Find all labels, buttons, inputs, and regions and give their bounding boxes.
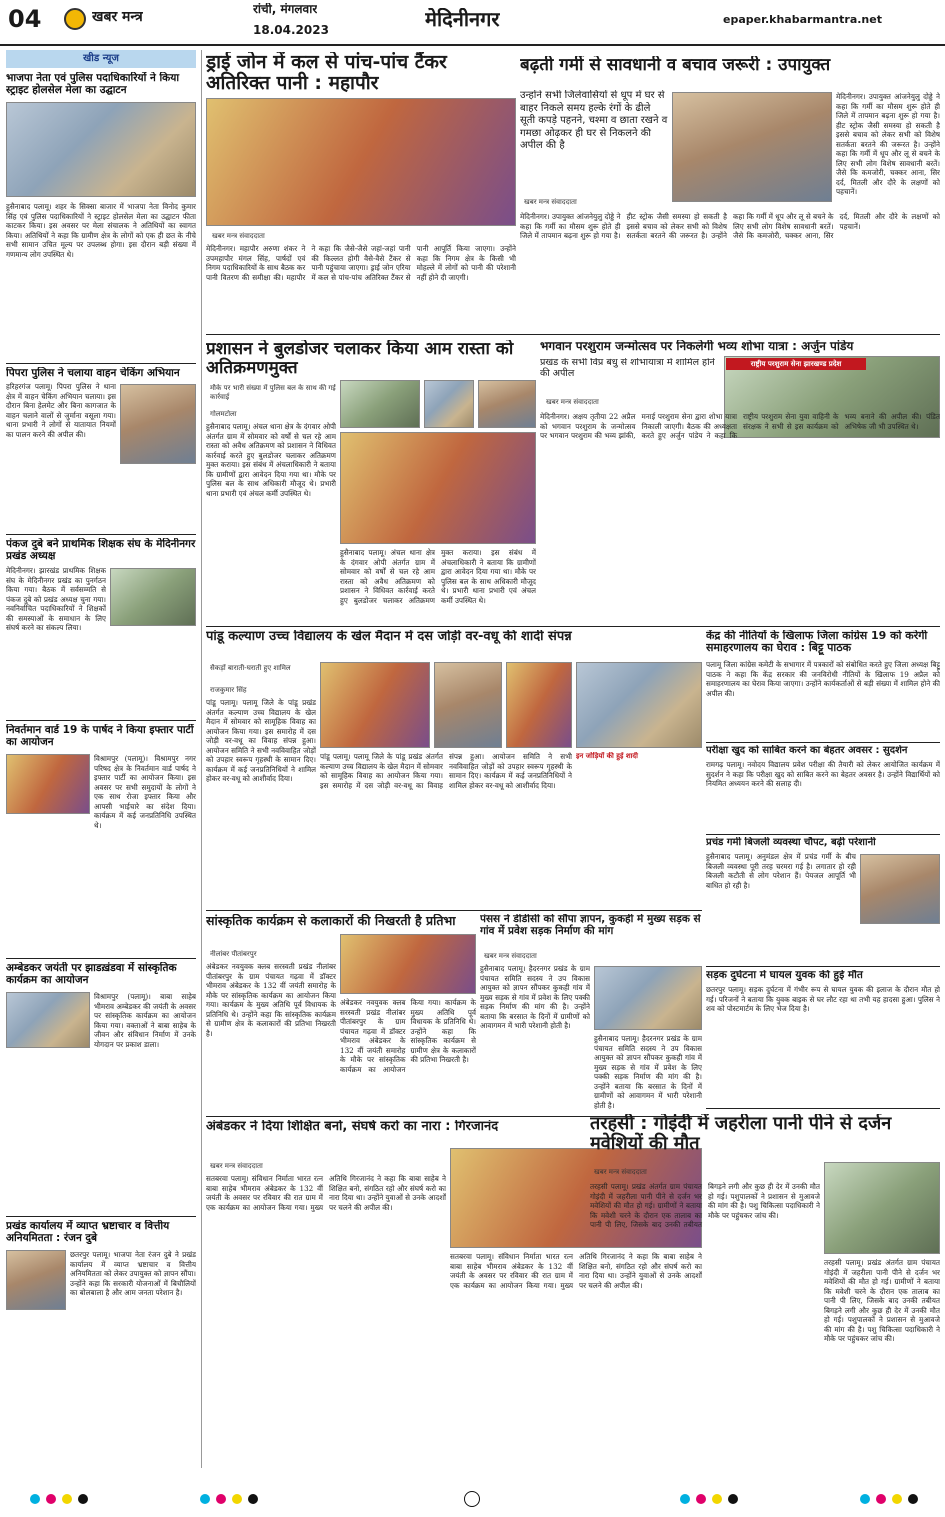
- story-photo: [824, 1162, 940, 1254]
- story-body: मेदिनीनगर। महापौर अरुणा शंकर ने उपमहापौर मंगल सिंह, पार्षदों एवं निगम पदाधिकारियों के साथ बैठक कर पानी वितरण की समीक्षा की। महापौर ने कहा कि जैसे-जैसे जहां-जहां पानी की किल्लत होगी वैसे-वैसे टैंकर से पानी पहुंचाया जाएगा। ड्राई जोन एरिया में कल से पांच-पांच अतिरिक्त टैंकर से पानी आपूर्ति किया जाएगा। उन्होंने कहा कि निगम क्षेत्र के किसी भी मोहल्ले में लोगों को पानी की परेशानी नहीं होने दी जाएगी।: [206, 244, 516, 282]
- story-body: हरिहरगंज पलामू। पिपरा पुलिस ने थाना क्षेत्र में वाहन चेकिंग अभियान चलाया। इस दौरान बिना हेलमेट और बिना कागजात के वाहन चलाने वालों से जुर्माना वसूला गया। थाना प्रभारी ने लोगों से यातायात नियमों का पालन करने की अपील की।: [6, 382, 116, 439]
- story-body: हुसैनाबाद पलामू। अंचल थाना क्षेत्र के दंगवार ओपी अंतर्गत ग्राम में सोमवार को वर्षों से चल रहे आम रास्ता को अवैध अतिक्रमण को प्रशासन ने विधिवत कार्रवाई करते हुए बुलडोजर चलाकर अतिक्रमण मुक्त कराया। इस संबंध में अंचलाधिकारी ने बताया कि ग्रामीणों द्वारा आवेदन दिया गया था। मौके पर पुलिस बल के साथ अधिकारी मौजूद थे। प्रभारी थाना प्रभारी एवं अंचल कर्मी उपस्थित थे।: [340, 548, 536, 605]
- section-label: खीड न्यूज: [6, 50, 196, 68]
- issue-date: 18.04.2023: [253, 24, 329, 37]
- story-body: मेदिनीनगर। अक्षय तृतीया 22 अप्रैल को भगवान परशुराम के जन्मोत्सव पर भगवान परशुराम की भव्य झांकी, मनाई परशुराम सेना द्वारा शोभा यात्रा निकाली जाएगी। बैठक की अध्यक्षता करते हुए अर्जुन पांडेय ने कहा कि राष्ट्रीय परशुराम सेना युवा वाहिनी के संरक्षक ने सभी से इस कार्यक्रम को भव्य बनाने की अपील की। पंडित अभिषेक जी भी उपस्थित थे।: [540, 412, 940, 440]
- headline-accident: सड़क दुर्घटना में घायल युवक की हुई मौत: [706, 970, 863, 981]
- edition-name: मेदिनीनगर: [425, 8, 500, 31]
- headline-wedding: पांडू कल्याण उच्च विद्यालय के खेल मैदान में दस जोड़ी वर-वधू की शादी संपन्न: [206, 630, 572, 644]
- paper-logo-icon: [64, 8, 86, 30]
- registration-mark-icon: [464, 1491, 480, 1507]
- city-day: रांची, मंगलवार: [253, 3, 318, 16]
- story-lead: उन्होंने सभी जिलेवासियों से धूप में घर से बाहर निकले समय हल्के रंगों के ढीले सूती कपड़े पहनने, चश्मा व छाता रखने व गमछा ओढ़कर ही घर से निकलने की अपील की है: [520, 90, 668, 151]
- headline-ddc: पंसस ने डीडीसी को सौंपा ज्ञापन, कुकही में मुख्य सड़क से गांव में प्रवेश सड़क निर्माण की मांग: [480, 914, 701, 937]
- story-title: अम्बेडकर जयंती पर झाडख़ंडवा में सांस्कृतिक कार्यक्रम का आयोजन: [6, 962, 177, 987]
- story-body: अंबेडकर नवयुवक क्लब सरस्वती प्रखंड नीलांबर पीतांबरपुर के ग्राम पंचायत गढ़वा में डॉक्टर भीमराव अंबेडकर के 132 वीं जयंती समारोह के मौके पर सांस्कृतिक कार्यक्रम का आयोजन किया गया। कार्यक्रम के मुख्य अतिथि पूर्व विधायक के प्रतिनिधि थे। उन्होंने कहा कि सांस्कृतिक कार्यक्रम से ग्रामीण क्षेत्र के कलाकारों की प्रतिभा निखरती है।: [206, 962, 336, 1038]
- story-photo: [424, 380, 474, 428]
- story-body: अंबेडकर नवयुवक क्लब सरस्वती प्रखंड नीलांबर पीतांबरपुर के ग्राम पंचायत गढ़वा में डॉक्टर भीमराव अंबेडकर के 132 वीं जयंती समारोह के मौके पर सांस्कृतिक कार्यक्रम का आयोजन किया गया। कार्यक्रम के मुख्य अतिथि पूर्व विधायक के प्रतिनिधि थे। उन्होंने कहा कि सांस्कृतिक कार्यक्रम से ग्रामीण क्षेत्र के कलाकारों की प्रतिभा निखरती है।: [340, 998, 476, 1074]
- headline-electricity: प्रचंड गर्मी बिजली व्यवस्था चौपट, बढ़ी परेशानी: [706, 837, 876, 848]
- story-body: हुसैनाबाद पलामू। हैदरनगर प्रखंड के ग्राम पंचायत समिति सदस्य ने उप विकास आयुक्त को ज्ञापन सौंपकर कुकही गांव में मुख्य सड़क से गांव में प्रवेश के लिए पक्की सड़क निर्माण की मांग की है। उन्होंने बताया कि बरसात के दिनों में ग्रामीणों को आवागमन में भारी परेशानी होती है।: [594, 1034, 702, 1110]
- story-body: हुसैनाबाद पलामू। हैदरनगर प्रखंड के ग्राम पंचायत समिति सदस्य ने उप विकास आयुक्त को ज्ञापन सौंपकर कुकही गांव में मुख्य सड़क से गांव में प्रवेश के लिए पक्की सड़क निर्माण की मांग की है। उन्होंने बताया कि बरसात के दिनों में ग्रामीणों को आवागमन में भारी परेशानी होती है।: [480, 964, 590, 1030]
- print-color-marks: [0, 1490, 945, 1510]
- headline-cattle: तरहसी : गोइंदी में जहरीला पानी पीने से दर्जन मवेशियों की मौत: [590, 1114, 892, 1155]
- story-photo: [6, 102, 196, 197]
- story-body: पलामू जिला कांग्रेस कमेटी के सभागार में पत्रकारों को संबोधित करते हुए जिला अध्यक्ष बिट्टू पाठक ने कहा कि केंद्र सरकार की जनविरोधी नीतियों के खिलाफ 19 अप्रैल को समाहरणालय का घेराव किया जाएगा। उन्होंने कार्यकर्ताओं से बड़ी संख्या में शामिल होने की अपील की।: [706, 660, 940, 698]
- story-body: हुसैनाबाद पलामू। अनुमंडल क्षेत्र में प्रचंड गर्मी के बीच बिजली व्यवस्था पूरी तरह चरमरा गई है। लगातार हो रही बिजली कटौती से लोग परेशान हैं। पेयजल आपूर्ति भी बाधित हो रही है।: [706, 852, 856, 890]
- story-title: पंकज दुबे बने प्राथमिक शिक्षक संघ के मेदिनीनगर प्रखंड अध्यक्ष: [6, 538, 196, 563]
- masthead: [0, 0, 945, 46]
- story-title: भाजपा नेता एवं पुलिस पदाधिकारियों ने किया स्ट्राइट होलसेल मेला का उद्घाटन: [6, 72, 180, 97]
- byline: खबर मन्त्र संवाददाता: [210, 1162, 263, 1170]
- story-photo: [6, 992, 90, 1048]
- story-title: प्रखंड कार्यालय में व्याप्त भ्रष्टाचार व वित्तीय अनियमितता : रंजन दुबे: [6, 1220, 170, 1245]
- story-body: हुसैनाबाद पलामू। शहर के सिक्सा बाजार में भाजपा नेता विनोद कुमार सिंह एवं पुलिस पदाधिकारियों ने स्ट्राइट होलसेल मेला का उद्घाटन फीता काटकर किया। इस अवसर पर मेला संचालक ने अतिथियों का स्वागत किया। अतिथियों ने कहा कि ग्रामीण क्षेत्र के लोगों को एक ही छत के नीचे सभी सामान उचित मूल्य पर उपलब्ध होगा। इस दौरान बड़ी संख्या में गणमान्य लोग उपस्थित थे।: [6, 202, 196, 259]
- story-photo: [110, 568, 196, 626]
- story-body: विश्रामपुर (पलामू)। विश्रामपुर नगर परिषद क्षेत्र के निवर्तमान वार्ड पार्षद ने इफ्तार पार्टी का आयोजन किया। इस अवसर पर सभी समुदायों के लोगों ने एक साथ रोजा इफ्तार किया और आपसी भाईचारे का संदेश दिया। कार्यक्रम में कई जनप्रतिनिधि उपस्थित थे।: [94, 754, 196, 830]
- story-sub: सैकड़ों बाराती-घराती हुए शामिल: [210, 664, 291, 672]
- story-photo: [576, 662, 702, 748]
- story-photo: [206, 98, 516, 226]
- photo-caption: इन जोड़ियों की हुई शादी: [576, 752, 638, 760]
- story-body: सतबरवा पलामू। संविधान निर्माता भारत रत्न बाबा साहेब भीमराव अंबेडकर के 132 वीं जयंती के अवसर पर रविवार की रात ग्राम में एक कार्यक्रम का आयोजन किया गया। मुख्य अतिथि गिरजानंद ने कहा कि बाबा साहेब ने शिक्षित बनो, संगठित रहो और संघर्ष करो का नारा दिया था। उन्होंने युवाओं से उनके आदर्शों पर चलने की अपील की।: [206, 1174, 446, 1212]
- headline-parshuram: भगवान परशुराम जन्मोत्सव पर निकलेगी भव्य शोभा यात्रा : अर्जुन पांडेय: [540, 340, 854, 353]
- story-photo: [860, 854, 940, 924]
- story-photo: [120, 384, 196, 464]
- story-photo: [434, 662, 502, 748]
- story-photo: [672, 92, 832, 202]
- page-number: 04: [8, 6, 42, 33]
- headline-culture: सांस्कृतिक कार्यक्रम से कलाकारों की निखरती है प्रतिभा: [206, 914, 456, 928]
- byline: राजकुमार सिंह: [210, 686, 247, 694]
- story-title: निवर्तमान वार्ड 19 के पार्षद ने किया इफ्तार पार्टी का आयोजन: [6, 724, 194, 749]
- story-photo: [594, 966, 702, 1030]
- story-title: पिपरा पुलिस ने चलाया वाहन चेकिंग अभियान: [6, 367, 180, 379]
- story-body: हुसैनाबाद पलामू। अंचल थाना क्षेत्र के दंगवार ओपी अंतर्गत ग्राम में सोमवार को वर्षों से चल रहे आम रास्ता को अवैध अतिक्रमण को प्रशासन ने विधिवत कार्रवाई करते हुए बुलडोजर चलाकर अतिक्रमण मुक्त कराया। इस संबंध में अंचलाधिकारी ने बताया कि ग्रामीणों द्वारा आवेदन दिया गया था। मौके पर पुलिस बल के साथ अधिकारी मौजूद थे। प्रभारी थाना प्रभारी एवं अंचल कर्मी उपस्थित थे।: [206, 422, 336, 498]
- story-photo: [340, 934, 476, 994]
- story-body: मेदिनीनगर। उपायुक्त आंजनेयुलु दोड्डे ने कहा कि गर्मी का मौसम शुरू होते ही जिले में तापमान बढ़ना शुरू हो गया है। हीट स्ट्रोक जैसी समस्या हो सकती है इससे बचाव को लेकर सभी को विशेष सतर्कता बरतने की जरूरत है। उन्होंने कहा कि गर्मी में धूप और लू से बचने के लिए सभी लोग विशेष सावधानी बरतें। जैसे कि कमजोरी, चक्कर आना, सिर दर्द, मितली और दौरे के लक्षणों को पहचानें।: [520, 212, 940, 240]
- photo-banner: राष्ट्रीय परशुराम सेना झारखण्ड प्रदेश: [726, 358, 866, 370]
- byline: खबर मन्त्र संवाददाता: [524, 198, 577, 206]
- story-body: रामगढ़ पलामू। नवोदय विद्यालय प्रवेश परीक्षा की तैयारी को लेकर आयोजित कार्यक्रम में सुदर्शन ने कहा कि परीक्षा खुद को साबित करने का बेहतर अवसर है। उन्होंने विद्यार्थियों को नियमित अध्ययन करने की सलाह दी।: [706, 760, 940, 788]
- story-photo: [6, 754, 90, 814]
- story-photo: [506, 662, 572, 748]
- headline-exam: परीक्षा खुद को साबित करने का बेहतर अवसर : सुदर्शन: [706, 745, 908, 756]
- headline-bulldozer: प्रशासन ने बुलडोजर चलाकर किया आम रास्ता को अतिक्रमणमुक्त: [206, 340, 514, 379]
- headline-heat: बढ़ती गर्मी से सावधानी व बचाव जरूरी : उपायुक्त: [520, 56, 831, 75]
- byline: खबर मन्त्र संवाददाता: [546, 398, 599, 406]
- byline: गोलमटोला: [210, 410, 237, 418]
- left-column: [6, 50, 202, 1468]
- story-photo: [340, 432, 536, 544]
- story-photo: [478, 380, 536, 428]
- story-body: विश्रामपुर (पलामू)। बाबा साहेब भीमराव अम्बेडकर की जयंती के अवसर पर सांस्कृतिक कार्यक्रम का आयोजन किया गया। वक्ताओं ने बाबा साहेब के जीवन और संविधान निर्माण में उनके योगदान पर प्रकाश डाला।: [94, 992, 196, 1049]
- byline: नीलांबर पीतांबरपुर: [210, 950, 257, 958]
- story-photo: [320, 662, 430, 748]
- story-body: पांडू पलामू। पलामू जिले के पांडू प्रखंड अंतर्गत कल्याण उच्च विद्यालय के खेल मैदान में सोमवार को सामूहिक विवाह का आयोजन किया गया। इस समारोह में दस जोड़ी वर-वधू का विवाह संपन्न हुआ। आयोजन समिति ने सभी नवविवाहित जोड़ों को उपहार स्वरूप गृहस्थी के सामान दिए। कार्यक्रम में कई जनप्रतिनिधियों ने शामिल होकर वर-वधू को आशीर्वाद दिया।: [320, 752, 572, 790]
- story-sub: मौके पर भारी संख्या में पुलिस बल के साथ की गई कार्रवाई: [210, 384, 336, 401]
- story-body: तरहसी पलामू। प्रखंड अंतर्गत ग्राम पंचायत गोइंदी में जहरीला पानी पीने से दर्जन भर मवेशियों की मौत हो गई। ग्रामीणों ने बताया कि मवेशी चरने के दौरान एक तालाब का पानी पी लिए, जिसके बाद उनकी तबीयत बिगड़ने लगी और कुछ ही देर में उनकी मौत हो गई। पशुपालकों ने प्रशासन से मुआवजे की मांग की है। पशु चिकित्सा पदाधिकारी ने मौके पर पहुंचकर जांच की।: [824, 1258, 940, 1343]
- headline-mayor: ड्राई जोन में कल से पांच-पांच टैंकर अतिरिक्त पानी : महापौर: [206, 52, 447, 95]
- story-body: सतबरवा पलामू। संविधान निर्माता भारत रत्न बाबा साहेब भीमराव अंबेडकर के 132 वीं जयंती के अवसर पर रविवार की रात ग्राम में एक कार्यक्रम का आयोजन किया गया। मुख्य अतिथि गिरजानंद ने कहा कि बाबा साहेब ने शिक्षित बनो, संगठित रहो और संघर्ष करो का नारा दिया था। उन्होंने युवाओं से उनके आदर्शों पर चलने की अपील की।: [450, 1252, 702, 1290]
- headline-ambedkar: अंबेडकर ने दिया शिक्षित बनो, संघर्ष करो का नारा : गिरजानंद: [206, 1120, 499, 1134]
- story-body: पांडू पलामू। पलामू जिले के पांडू प्रखंड अंतर्गत कल्याण उच्च विद्यालय के खेल मैदान में सोमवार को सामूहिक विवाह का आयोजन किया गया। इस समारोह में दस जोड़ी वर-वधू का विवाह संपन्न हुआ। आयोजन समिति ने सभी नवविवाहित जोड़ों को उपहार स्वरूप गृहस्थी के सामान दिए। कार्यक्रम में कई जनप्रतिनिधियों ने शामिल होकर वर-वधू को आशीर्वाद दिया।: [206, 698, 316, 783]
- story-body: मेदिनीनगर। झारखंड प्राथमिक शिक्षक संघ के मेदिनीनगर प्रखंड का पुनर्गठन किया गया। बैठक में सर्वसम्मति से पंकज दुबे को प्रखंड अध्यक्ष चुना गया। नवनिर्वाचित पदाधिकारियों ने शिक्षकों की समस्याओं के समाधान के लिए संघर्ष करने का संकल्प लिया।: [6, 566, 106, 632]
- paper-name: खबर मन्त्र: [92, 10, 143, 25]
- story-photo: [6, 1250, 66, 1310]
- story-lead: प्रखंड के सभी विप्र बंधु से शोभायात्रा में शामिल होने की अपील: [540, 358, 715, 379]
- story-body: छतरपुर पलामू। सड़क दुर्घटना में गंभीर रूप से घायल युवक की इलाज के दौरान मौत हो गई। परिजनों ने बताया कि युवक बाइक से घर लौट रहा था तभी यह हादसा हुआ। पुलिस ने शव को पोस्टमार्टम के लिए भेज दिया है।: [706, 985, 940, 1013]
- byline: खबर मन्त्र संवाददाता: [594, 1168, 647, 1176]
- headline-congress: केंद्र की नीतियों के खिलाफ जिला कांग्रेस 19 को करेगी समाहरणालय का घेराव : बिट्टू पाठक: [706, 630, 928, 655]
- story-body: तरहसी पलामू। प्रखंड अंतर्गत ग्राम पंचायत गोइंदी में जहरीला पानी पीने से दर्जन भर मवेशियों की मौत हो गई। ग्रामीणों ने बताया कि मवेशी चरने के दौरान एक तालाब का पानी पी लिए, जिसके बाद उनकी तबीयत बिगड़ने लगी और कुछ ही देर में उनकी मौत हो गई। पशुपालकों ने प्रशासन से मुआवजे की मांग की है। पशु चिकित्सा पदाधिकारी ने मौके पर पहुंचकर जांच की।: [590, 1182, 820, 1229]
- story-body: मेदिनीनगर। उपायुक्त आंजनेयुलु दोड्डे ने कहा कि गर्मी का मौसम शुरू होते ही जिले में तापमान बढ़ना शुरू हो गया है। हीट स्ट्रोक जैसी समस्या हो सकती है इससे बचाव को लेकर सभी को विशेष सतर्कता बरतने की जरूरत है। उन्होंने कहा कि गर्मी में धूप और लू से बचने के लिए सभी लोग विशेष सावधानी बरतें। जैसे कि कमजोरी, चक्कर आना, सिर दर्द, मितली और दौरे के लक्षणों को पहचानें।: [836, 92, 940, 196]
- story-photo: [340, 380, 420, 428]
- story-body: छतरपुर पलामू। भाजपा नेता रंजन दुबे ने प्रखंड कार्यालय में व्याप्त भ्रष्टाचार व वित्तीय अनियमितता को लेकर उपायुक्त को ज्ञापन सौंपा। उन्होंने कहा कि सरकारी योजनाओं में बिचौलियों का बोलबाला है और आम जनता परेशान है।: [70, 1250, 196, 1297]
- epaper-url[interactable]: epaper.khabarmantra.net: [723, 14, 882, 26]
- byline: खबर मन्त्र संवाददाता: [484, 952, 537, 960]
- byline: खबर मन्त्र संवाददाता: [212, 232, 265, 240]
